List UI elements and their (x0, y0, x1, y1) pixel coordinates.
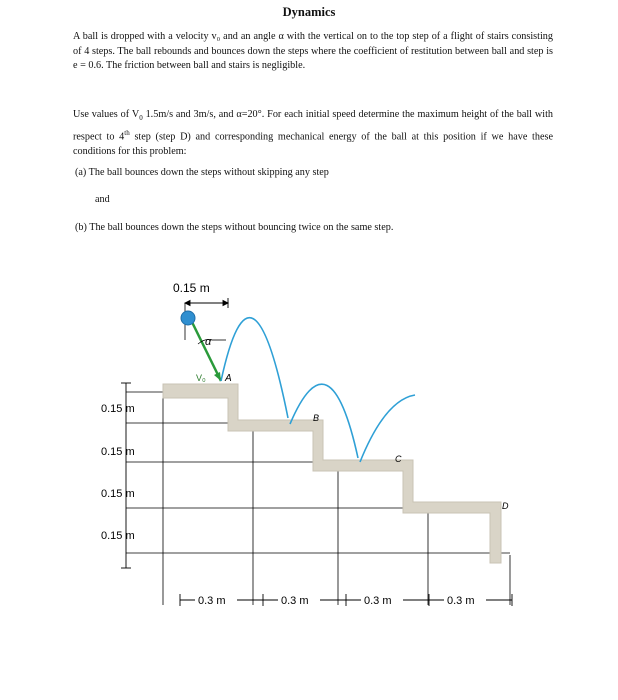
point-b-label: B (313, 413, 320, 423)
step-height-label-1: 0.15 m (101, 403, 135, 415)
top-width-label: 0.15 m (173, 281, 210, 295)
velocity-arrowhead (214, 372, 221, 381)
instructions-part1: Use values of V (73, 109, 140, 120)
problem-statement: A ball is dropped with a velocity v₀ and an angle α with the vertical on to the top step of a flight of stairs consisting of 4 steps. The ball rebounds and bounces down the steps where the coefficient of restitution between ball and step is e = 0.6. The friction between ball and stairs is negligible. (73, 31, 553, 72)
instructions-sup: th (124, 128, 130, 137)
step-width-label-3: 0.3 m (364, 595, 392, 607)
point-c-label: C (395, 454, 402, 464)
step-height-label-2: 0.15 m (101, 446, 135, 458)
step-height-label-4: 0.15 m (101, 530, 135, 542)
instructions-part3: step (step D) and corresponding mechanical energy of the ball at this position if we have these conditions for this problem: (73, 131, 553, 157)
condition-b: (b) The ball bounces down the steps without bouncing twice on the same step. (75, 222, 394, 233)
step-width-label-1: 0.3 m (198, 595, 226, 607)
point-d-label: D (502, 501, 509, 511)
stairs (163, 384, 501, 563)
step-width-label-2: 0.3 m (281, 595, 309, 607)
instructions-sub: 0 (139, 114, 143, 123)
velocity-arrow (190, 318, 221, 381)
instructions-part2: 1.5m/s and 3m/s, and α=20°. For each initial speed determine the maximum height of the ball with respect to 4 (73, 109, 553, 143)
ball (181, 311, 195, 325)
point-a-label: A (225, 373, 232, 384)
page-title: Dynamics (282, 5, 336, 19)
step-width-label-4: 0.3 m (447, 595, 475, 607)
condition-a: (a) The ball bounces down the steps without skipping any step (75, 167, 329, 178)
step-height-label-3: 0.15 m (101, 488, 135, 500)
v0-label: V₀ (196, 373, 206, 383)
and-text: and (95, 194, 110, 205)
top-width-dimension (185, 298, 228, 308)
alpha-label: α (205, 336, 212, 348)
